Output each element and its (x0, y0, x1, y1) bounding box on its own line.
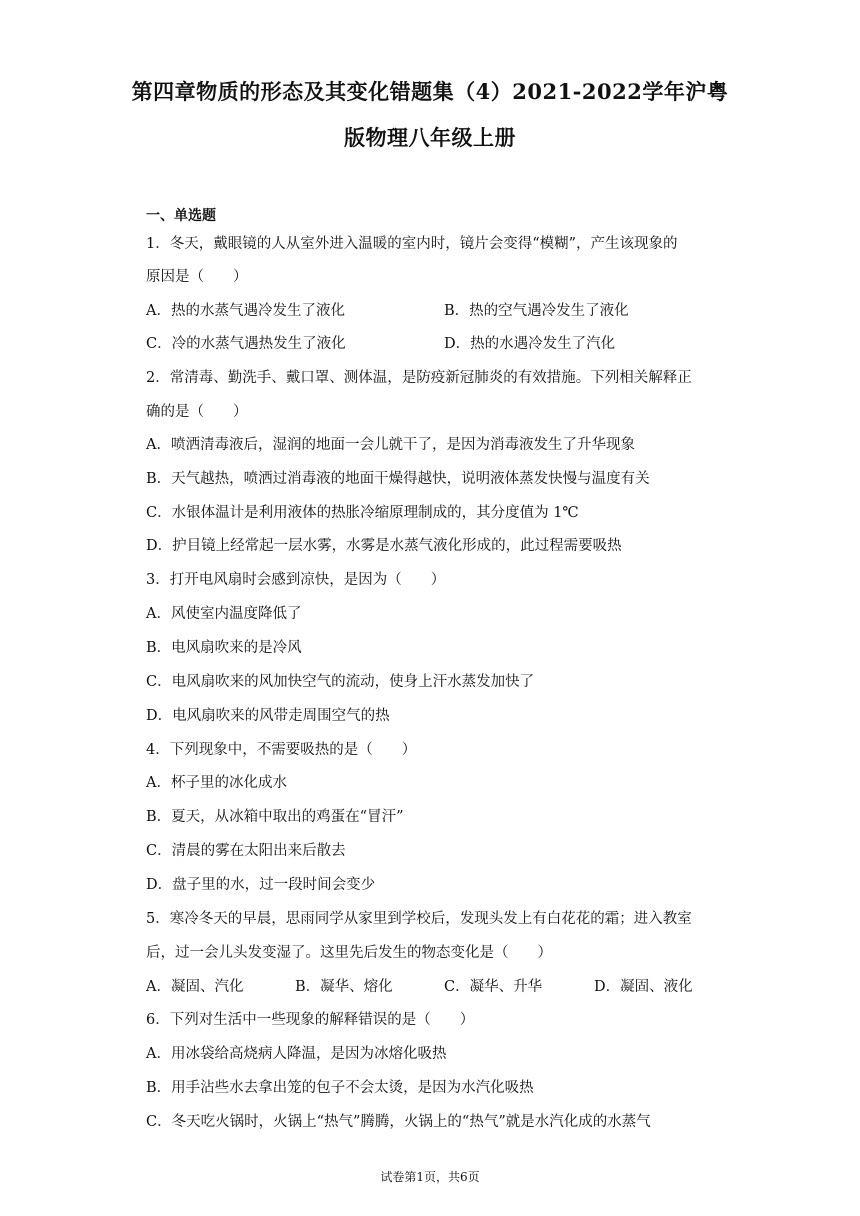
q2-stem: 2．常清毒、勤洗手、戴口罩、测体温，是防疫新冠肺炎的有效措施。下列相关解释正 (146, 370, 692, 386)
q4-stem: 4．下列现象中，不需要吸热的是（ ） (146, 742, 417, 758)
q3-option-c: C．电风扇吹来的风加快空气的流动，使身上汗水蒸发加快了 (146, 674, 535, 690)
q6-option-b: B．用手沾些水去拿出笼的包子不会太烫，是因为水汽化吸热 (146, 1080, 534, 1096)
q5-option-a: A．凝固、汽化 (146, 979, 244, 995)
q2-option-a: A．喷洒清毒液后，湿润的地面一会儿就干了，是因为消毒液发生了升华现象 (146, 437, 635, 453)
q2-option-b: B．天气越热，喷洒过消毒液的地面干燥得越快，说明液体蒸发快慢与温度有关 (146, 471, 650, 487)
q1-option-b: B．热的空气遇冷发生了液化 (444, 303, 629, 319)
q3-option-b: B．电风扇吹来的是冷风 (146, 640, 302, 656)
q6-stem: 6．下列对生活中一些现象的解释错误的是（ ） (146, 1012, 475, 1028)
q4-option-b: B．夏天，从冰箱中取出的鸡蛋在“冒汗” (146, 809, 404, 825)
q5-option-b: B．凝华、熔化 (295, 979, 393, 995)
document-title-line2: 版物理八年级上册 (344, 125, 516, 150)
page-footer: 试卷第1页，共6页 (380, 1170, 480, 1184)
q3-stem: 3．打开电风扇时会感到凉快，是因为（ ） (146, 572, 446, 588)
q3-option-d: D．电风扇吹来的风带走周围空气的热 (146, 708, 390, 724)
q6-option-a: A．用冰袋给高烧病人降温，是因为冰熔化吸热 (146, 1046, 447, 1062)
q2-option-c: C．水银体温计是利用液体的热胀冷缩原理制成的，其分度值为 1℃ (146, 505, 579, 521)
q4-option-d: D．盘子里的水，过一段时间会变少 (146, 877, 376, 893)
q1-option-c: C．冷的水蒸气遇热发生了液化 (146, 336, 346, 352)
q6-option-c: C．冬天吃火锅时，火锅上“热气”腾腾，火锅上的“热气”就是水汽化成的水蒸气 (146, 1114, 651, 1130)
q5-stem-cont: 后，过一会儿头发变湿了。这里先后发生的物态变化是（ ） (146, 945, 552, 961)
q1-stem: 1．冬天，戴眼镜的人从室外进入温暖的室内时，镜片会变得“模糊”，产生该现象的 (146, 236, 678, 252)
q5-stem: 5．寒冷冬天的早晨，思雨同学从家里到学校后，发现头发上有白花花的霜；进入教室 (146, 911, 692, 927)
q4-option-c: C．清晨的雾在太阳出来后散去 (146, 843, 346, 859)
q3-option-a: A．风使室内温度降低了 (146, 606, 302, 622)
q4-option-a: A．杯子里的冰化成水 (146, 775, 287, 791)
q5-option-d: D．凝固、液化 (594, 979, 693, 995)
q5-option-c: C．凝华、升华 (444, 979, 543, 995)
q1-stem-cont: 原因是（ ） (146, 269, 248, 285)
q1-option-a: A．热的水蒸气遇冷发生了液化 (146, 303, 345, 319)
section-heading: 一、单选题 (146, 208, 216, 224)
q2-option-d: D．护目镜上经常起一层水雾，水雾是水蒸气液化形成的，此过程需要吸热 (146, 538, 622, 554)
q2-stem-cont: 确的是（ ） (146, 404, 248, 420)
q1-option-d: D．热的水遇冷发生了汽化 (444, 336, 616, 352)
document-title-line1: 第四章物质的形态及其变化错题集（4）2021-2022学年沪粤 (131, 79, 729, 104)
